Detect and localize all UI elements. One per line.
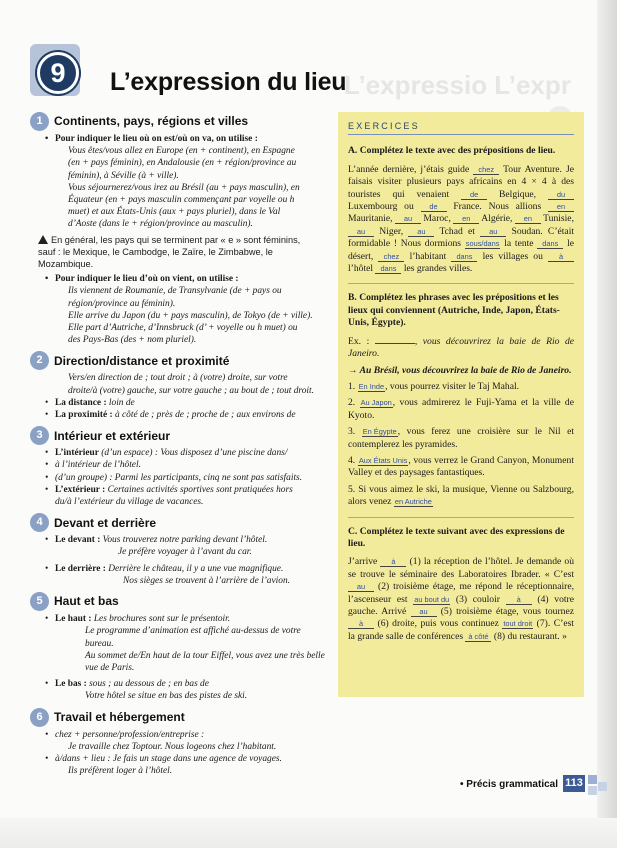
example-line: Au sommet de/En haut de la tour Eiffel, vous avez une très belle	[85, 650, 325, 661]
example-line: muet) et aux États-Unis (aux + pays pluriel), dans le Val	[68, 207, 281, 218]
section-6	[30, 708, 328, 778]
chapter-number: 9	[37, 52, 79, 94]
answer-blank[interactable]: en Autriche	[394, 497, 432, 507]
answer-blank[interactable]: au	[395, 214, 421, 224]
rule-value: à côté de ; près de ; proche de ; aux environs de	[114, 410, 296, 421]
example-line: Équateur (en + pays masculin commençant par voyelle ou h	[68, 195, 295, 206]
rule-label: L’extérieur :	[55, 484, 106, 495]
example-line: Elle arrive du Japon (du + pays masculin), de Tokyo (de + ville).	[68, 310, 313, 321]
example-line: féminin), à Séville (à + ville).	[68, 170, 179, 181]
exercise-c-text: J’arrive à (1) la réception de l’hôtel. Je demande où se trouve le séminaire des Laboratoires Ibrader. « C’est au (2) troisième étage, me répond le réceptionnaire, l’ascenseur est au bout du (3) couloir à (4) votre gauche. Arrivé au (5) troisième étage, vous tournez à (6) droite, puis vous continuez tout droit (7). C’est la grande salle de conférences à côté (8) du restaurant. »	[348, 556, 575, 642]
answer-blank[interactable]: En Égypte	[362, 427, 397, 437]
answer-blank[interactable]: chez	[378, 252, 404, 262]
answer-blank[interactable]: à	[380, 557, 406, 567]
rule-value: loin de	[108, 397, 135, 408]
example-line: (d’un espace) : Vous disposez d’une piscine dans/	[101, 448, 288, 459]
section-1	[30, 112, 328, 346]
answer-blank[interactable]: au	[348, 582, 374, 592]
section-title: Continents, pays, régions et villes	[54, 114, 249, 129]
exercise-b-question: B. Complétez les phrases avec les prépositions et les lieux qui conviennent (Autriche, Inde, Japon, États-Unis, Égypte).	[348, 292, 560, 329]
section-title: Travail et hébergement	[54, 709, 185, 724]
example-line: • chez + personne/profession/entreprise :	[30, 729, 328, 741]
rule-label: Le devant :	[55, 535, 101, 546]
grammar-column	[30, 112, 328, 782]
divider	[348, 283, 574, 284]
answer-blank[interactable]: Au Japon	[360, 398, 392, 408]
exercise-b-example: Ex. : , vous découvrirez la baie de Rio de Janeiro.	[348, 335, 575, 360]
section-number: 4	[30, 513, 49, 532]
example-line: Le programme d’animation est affiché au-dessus de votre bureau.	[85, 626, 301, 649]
exercise-b-item: 2. Au Japon, vous admirerez le Fuji-Yama et la ville de Kyoto.	[348, 397, 574, 421]
answer-blank[interactable]: en	[515, 214, 541, 224]
answer-blank[interactable]: au	[348, 227, 374, 237]
answer-blank[interactable]: en	[453, 214, 479, 224]
exercise-c-question: C. Complétez le texte suivant avec des expressions de lieu.	[348, 525, 565, 549]
section-title: Intérieur et extérieur	[54, 428, 171, 443]
example-line: Je travaille chez Toptour. Nous logeons chez l’habitant.	[68, 741, 277, 752]
answer-blank[interactable]: Aux États Unis	[358, 455, 408, 465]
example-line: Vous êtes/vous allez en Europe (en + continent), en Espagne	[68, 146, 295, 157]
section-title: Devant et derrière	[54, 515, 157, 530]
divider	[348, 517, 574, 518]
warning-icon	[38, 235, 48, 244]
decor-square	[588, 775, 597, 784]
rule-label: L’intérieur	[55, 448, 99, 459]
section-title: Direction/distance et proximité	[54, 353, 230, 368]
answer-blank[interactable]: au	[480, 227, 506, 237]
section-number: 2	[30, 351, 49, 370]
answer-blank[interactable]: de	[421, 202, 447, 212]
answer-blank[interactable]: chez	[473, 165, 499, 175]
answer-blank[interactable]: sous/dans	[465, 239, 500, 249]
answer-blank[interactable]: dans	[375, 264, 401, 274]
answer-blank[interactable]: à côté	[465, 632, 491, 642]
section-2	[30, 351, 328, 421]
answer-blank[interactable]: à	[348, 619, 374, 629]
rule-label: Le derrière :	[55, 563, 106, 574]
note-line: sauf : le Mexique, le Cambodge, le Zaïre, le Zimbabwe, le	[38, 246, 273, 257]
answer-blank[interactable]: dans	[451, 252, 477, 262]
answer-blank[interactable]: au	[411, 607, 437, 617]
example-line: droite/à (votre) gauche, sur votre gauche ; au bout de ; tout droit.	[68, 385, 314, 396]
exercise-b-item: 1. En Inde, vous pourrez visiter le Taj Mahal.	[348, 380, 520, 392]
answer-blank[interactable]: en	[548, 202, 574, 212]
example-line: Vers/en direction de ; tout droit ; à (votre) droite, sur votre	[68, 373, 288, 384]
example-line: Ils viennent de Roumanie, de Transylvanie (de + pays ou	[68, 286, 282, 297]
exercise-b-item: 4. Aux États Unis, vous verrez le Grand Canyon, Monument Valley et des paysages fantastiques.	[348, 454, 574, 479]
rule-label: Le haut :	[55, 614, 92, 625]
bleed-through-title: L’expressio L’expr	[344, 70, 571, 100]
example-line: Vous séjournerez/vous irez au Brésil (au + pays masculin), en	[68, 182, 300, 193]
rule-heading: • Pour indiquer le lieu où on est/où on va, on utilise :	[30, 133, 328, 145]
example-line: Vous trouverez notre parking devant l’hôtel.	[102, 535, 268, 546]
section-number: 1	[30, 112, 49, 131]
answer-blank[interactable]: dans	[537, 239, 563, 249]
example-line: région/province au féminin).	[68, 298, 176, 309]
section-3	[30, 426, 328, 508]
answer-blank[interactable]: au	[408, 227, 434, 237]
section-number: 5	[30, 592, 49, 611]
exercise-a-text: L’année dernière, j’étais guide chez Tour Aventure. Je faisais visiter plusieurs pays africains en 4 × 4 à des touristes qui venaient de Belgique, du Luxembourg ou de France. Nous allions en Mauritanie, au Maroc, en Algérie, en Tunisie, au Niger, au Tchad et au Soudan. C’était formidable ! Nous dormions sous/dans la tente dans le désert, chez l’habitant dans les villages ou à l’hôtel dans les grandes villes.	[348, 163, 575, 275]
exercises-box	[338, 112, 584, 697]
rule-label: La distance :	[55, 397, 107, 408]
note-line: En général, les pays qui se terminent par « e » sont féminins,	[51, 234, 301, 245]
scan-edge-shadow	[597, 0, 617, 848]
example-line: Certaines activités sportives sont pratiquées hors	[107, 484, 293, 495]
answer-blank[interactable]: du	[548, 190, 574, 200]
exercise-b-item: 5. Si vous aimez le ski, la musique, Vienne ou Salzbourg, alors venez en Autriche	[348, 483, 574, 508]
example-line: (en + pays féminin), en Andalousie (en + région/province au	[68, 158, 297, 169]
scan-bottom-shadow	[0, 818, 617, 848]
exercise-a-question: A. Complétez le texte avec des prépositions de lieu.	[348, 145, 556, 157]
exercise-b-item: 3. En Égypte, vous ferez une croisière sur le Nil et contemplerez les pyramides.	[348, 426, 574, 450]
example-line: Elle part d’Autriche, d’Innsbruck (d’ + voyelle ou h muet) ou	[68, 323, 298, 334]
example-line: • à/dans + lieu : Je fais un stage dans une agence de voyages.	[30, 753, 328, 765]
example-line: • (d’un groupe) : Parmi les participants, cinq ne sont pas satisfaits.	[30, 472, 328, 484]
example-line: Votre hôtel se situe en bas des pistes de ski.	[85, 691, 248, 702]
example-line: sous ; au dessous de ; en bas de	[89, 679, 209, 690]
answer-blank[interactable]: à	[506, 595, 532, 605]
rule-heading: • Pour indiquer le lieu d’où on vient, on utilise :	[30, 273, 328, 285]
answer-blank[interactable]: au bout du	[414, 594, 450, 604]
footer-link[interactable]: • Précis grammatical	[460, 779, 558, 790]
section-5	[30, 592, 328, 702]
answer-blank[interactable]: En Inde	[358, 381, 385, 391]
example-line: vue de Paris.	[85, 662, 135, 673]
example-line: Les brochures sont sur le présentoir.	[93, 614, 231, 625]
decor-square	[598, 782, 607, 791]
example-line: • à l’intérieur de l’hôtel.	[30, 459, 328, 471]
exercises-title: EXERCICES	[348, 120, 574, 135]
example-line: du/à l’extérieur du village de vacances.	[55, 497, 204, 508]
section-number: 6	[30, 708, 49, 727]
section-number: 3	[30, 426, 49, 445]
example-line: Nos sièges se trouvent à l’arrière de l’avion.	[123, 575, 290, 586]
page-title: L’expression du lieu	[110, 68, 347, 96]
section-4	[30, 513, 328, 587]
page-number: 113	[563, 775, 585, 792]
note-line: Mozambique.	[38, 259, 94, 270]
exercise-b-example-answer: → Au Brésil, vous découvrirez la baie de Rio de Janeiro.	[348, 364, 572, 376]
answer-blank[interactable]: tout droit	[503, 619, 533, 629]
section-title: Haut et bas	[54, 594, 119, 609]
decor-square	[588, 786, 597, 795]
example-line: Je préfère voyager à l’avant du car.	[118, 547, 252, 558]
example-line: Derrière le château, il y a une vue magnifique.	[108, 563, 284, 574]
rule-label: Le bas :	[55, 679, 87, 690]
example-line: des Pays-Bas (des + nom pluriel).	[68, 335, 197, 346]
example-line: d’Aoste (dans le + région/province au masculin).	[68, 219, 253, 230]
answer-blank[interactable]: de	[461, 190, 487, 200]
answer-blank[interactable]: à	[548, 252, 574, 262]
example-line: Ils préfèrent loger à l’hôtel.	[68, 766, 173, 777]
rule-label: La proximité :	[55, 410, 113, 421]
